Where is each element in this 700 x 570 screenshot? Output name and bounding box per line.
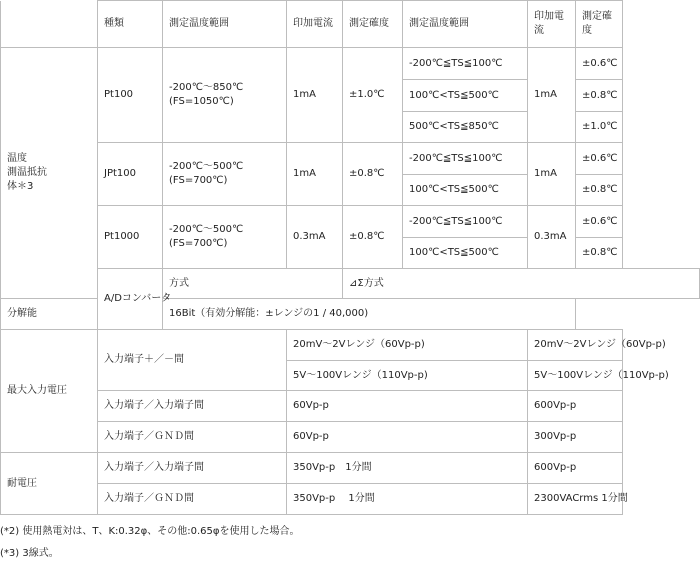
sub-range: 500℃<TS≦850℃: [403, 112, 528, 143]
pm-b: 20mV～2Vレンジ（60Vp-p): [528, 330, 623, 361]
table-row: [1, 206, 700, 238]
w-ii-b: 600Vp-p: [528, 453, 623, 484]
table-row: [1, 330, 700, 361]
pt100-current: 1mA: [287, 48, 343, 143]
pt100-type: Pt100: [98, 48, 163, 143]
sub-accuracy: ±0.6℃: [576, 206, 623, 238]
jpt100-accuracy: ±0.8℃: [343, 143, 403, 206]
header-range2: 測定温度範囲: [403, 1, 528, 48]
pt1000-type: Pt1000: [98, 206, 163, 269]
ad-label: A/Dコンバータ: [98, 269, 163, 330]
header-range: 測定温度範囲: [163, 1, 287, 48]
table-row: [1, 453, 700, 484]
withstand-label: 耐電圧: [1, 453, 98, 515]
pt100-accuracy: ±1.0℃: [343, 48, 403, 143]
jpt100-sub-current: 1mA: [528, 143, 576, 206]
jpt100-current: 1mA: [287, 143, 343, 206]
sub-range: -200℃≦TS≦100℃: [403, 48, 528, 80]
table-row: [1, 1, 700, 48]
header-accuracy: 測定確度: [343, 1, 403, 48]
ig-label: 入力端子／ＧＮＤ間: [98, 422, 287, 453]
pm-label: 入力端子＋／－間: [98, 330, 287, 391]
sub-range: -200℃≦TS≦100℃: [403, 206, 528, 238]
pm-b: 5V～100Vレンジ（110Vp-p): [528, 361, 623, 391]
rtd-label: 温度 測温抵抗 体＊3: [1, 48, 98, 299]
header-current2: 印加電流: [528, 1, 576, 48]
sub-accuracy: ±0.8℃: [576, 80, 623, 112]
ad-method: ⊿Σ方式: [343, 269, 700, 299]
w-ii-a: 350Vp-p 1分間: [287, 453, 528, 484]
sub-range: -200℃≦TS≦100℃: [403, 143, 528, 175]
sub-accuracy: ±0.8℃: [576, 175, 623, 206]
sub-range: 100℃<TS≦500℃: [403, 175, 528, 206]
jpt100-range: -200℃～500℃ (FS=700℃): [163, 143, 287, 206]
w-ig-b: 2300VACrms 1分間: [528, 484, 623, 515]
footnote: (*3) 3線式。: [0, 548, 59, 559]
ii-b: 600Vp-p: [528, 391, 623, 422]
sub-accuracy: ±0.8℃: [576, 238, 623, 269]
table-row: [1, 143, 700, 175]
pt1000-current: 0.3mA: [287, 206, 343, 269]
pt1000-accuracy: ±0.8℃: [343, 206, 403, 269]
footnote: (*2) 使用熱電対は、T、K:0.32φ、その他:0.65φを使用した場合。: [0, 526, 300, 537]
sub-accuracy: ±0.6℃: [576, 143, 623, 175]
header-accuracy2: 測定確度: [576, 1, 623, 48]
sub-range: 100℃<TS≦500℃: [403, 80, 528, 112]
w-ig-a: 350Vp-p 1分間: [287, 484, 528, 515]
ii-a: 60Vp-p: [287, 391, 528, 422]
ig-b: 300Vp-p: [528, 422, 623, 453]
ad-method-label: 方式: [163, 269, 343, 299]
w-ig-label: 入力端子／ＧＮＤ間: [98, 484, 287, 515]
jpt100-type: JPt100: [98, 143, 163, 206]
pt1000-range: -200℃～500℃ (FS=700℃): [163, 206, 287, 269]
pt100-sub-current: 1mA: [528, 48, 576, 143]
table-row: [1, 391, 700, 422]
pm-a: 20mV～2Vレンジ（60Vp-p): [287, 330, 528, 361]
ad-resolution-label: 分解能: [1, 299, 163, 330]
footnotes: [0, 526, 299, 570]
table-row: [1, 48, 700, 80]
sub-range: 100℃<TS≦500℃: [403, 238, 528, 269]
table-row: [1, 484, 700, 515]
pt1000-sub-current: 0.3mA: [528, 206, 576, 269]
ii-label: 入力端子／入力端子間: [98, 391, 287, 422]
table-row: [1, 269, 700, 299]
header-current: 印加電流: [287, 1, 343, 48]
sub-accuracy: ±1.0℃: [576, 112, 623, 143]
ad-resolution: 16Bit（有効分解能：±レンジの1 / 40,000): [163, 299, 576, 330]
table-row: [1, 422, 700, 453]
ig-a: 60Vp-p: [287, 422, 528, 453]
blank-cell: [1, 1, 98, 48]
w-ii-label: 入力端子／入力端子間: [98, 453, 287, 484]
sub-accuracy: ±0.6℃: [576, 48, 623, 80]
pt100-range: -200℃～850℃ (FS=1050℃): [163, 48, 287, 143]
max-input-label: 最大入力電圧: [1, 330, 98, 453]
header-type: 種類: [98, 1, 163, 48]
pm-a: 5V～100Vレンジ（110Vp-p): [287, 361, 528, 391]
